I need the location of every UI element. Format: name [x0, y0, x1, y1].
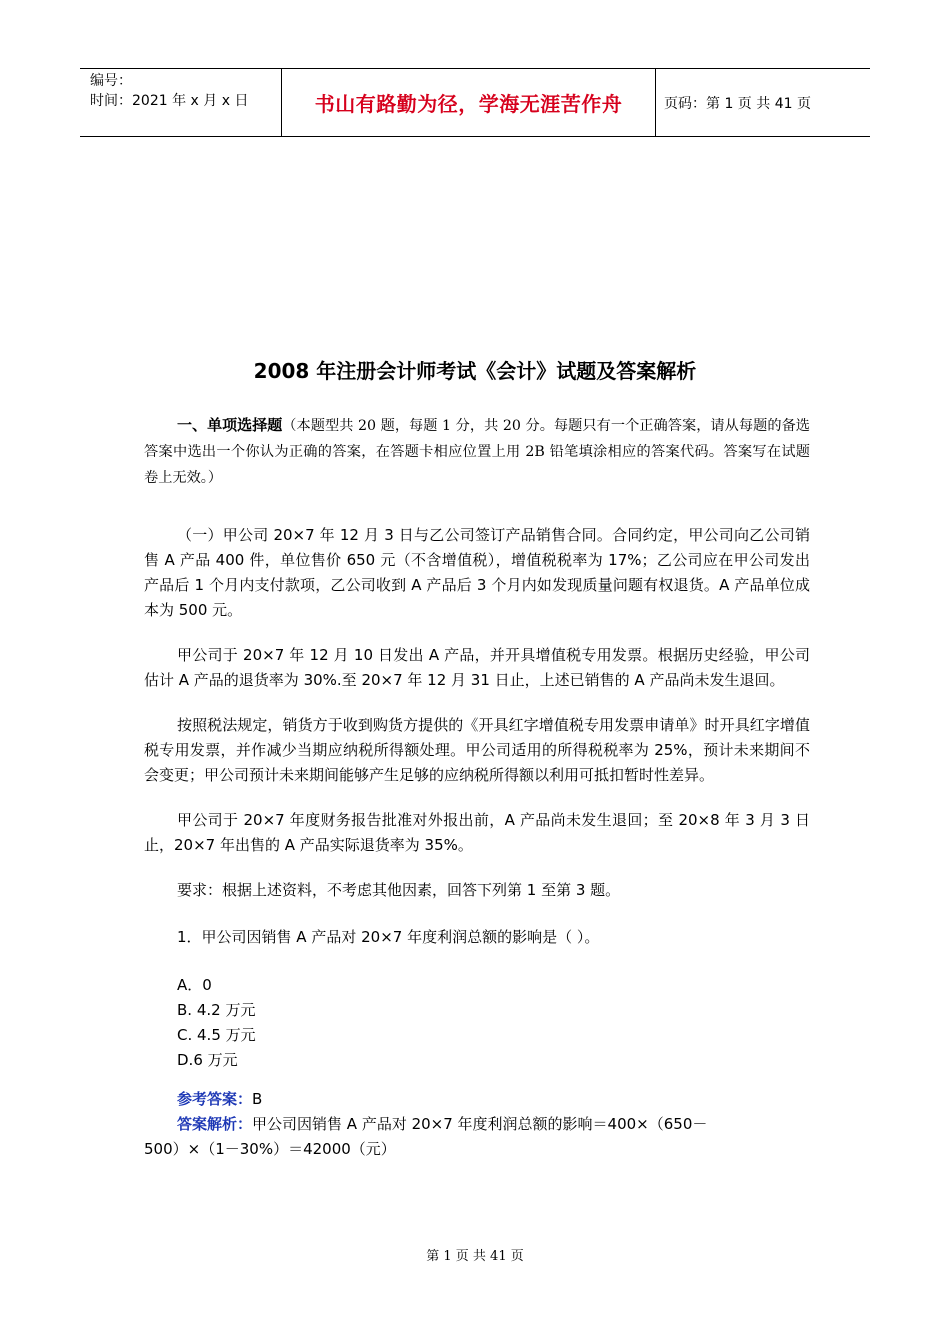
- paragraph-4: 甲公司于 20×7 年度财务报告批准对外报出前，A 产品尚未发生退回；至 20×8 年 3 月 3 日止，20×7 年出售的 A 产品实际退货率为 35%。: [144, 811, 810, 854]
- header-motto-cell: [282, 69, 656, 136]
- section-instructions: （本题型共 20 题，每题 1 分，共 20 分。每题只有一个正确答案，请从每题的备选答案中选出一个你认为正确的答案，在答题卡相应位置上用 2B 铅笔填涂相应的答案代码。答案写在试题卷上无效。）: [144, 418, 810, 486]
- header-meta: [80, 69, 282, 136]
- date-label: 时间：2021 年 x 月 x 日: [90, 93, 249, 109]
- section-intro: [144, 412, 810, 491]
- analysis-line: [144, 1112, 810, 1137]
- option-a: A．0: [177, 976, 212, 994]
- header-page-info: 页码：第 1 页 共 41 页: [664, 95, 811, 112]
- answer-value: B: [252, 1090, 263, 1108]
- section-heading: 一、单项选择题: [177, 416, 283, 434]
- header-motto: 书山有路勤为径，学海无涯苦作舟: [314, 92, 623, 116]
- document-title: 2008 年注册会计师考试《会计》试题及答案解析: [253, 359, 697, 383]
- option-d: D.6 万元: [177, 1051, 238, 1069]
- option-b: B. 4.2 万元: [177, 1001, 256, 1019]
- paragraph-3: 按照税法规定，销货方于收到购货方提供的《开具红字增值税专用发票申请单》时开具红字增值税专用发票，并作减少当期应纳税所得额处理。甲公司适用的所得税税率为 25%，预计未来期间不会变更；甲公司预计未来期间能够产生足够的应纳税所得额以利用可抵扣暂时性差异。: [144, 716, 810, 784]
- analysis-text-1: 甲公司因销售 A 产品对 20×7 年度利润总额的影响＝400×（650－: [252, 1115, 708, 1133]
- analysis-text-2: 500）×（1－30%）＝42000（元）: [144, 1140, 396, 1158]
- header-table: [80, 68, 870, 137]
- analysis-label: 答案解析：: [177, 1115, 253, 1133]
- document-body: [144, 412, 810, 1162]
- paragraph-5: 要求：根据上述资料，不考虑其他因素，回答下列第 1 至第 3 题。: [177, 881, 621, 899]
- option-c: C. 4.5 万元: [177, 1026, 256, 1044]
- number-label: 编号：: [90, 73, 132, 89]
- question-text: 1．甲公司因销售 A 产品对 20×7 年度利润总额的影响是（ ）。: [177, 928, 600, 946]
- paragraph-1: （一）甲公司 20×7 年 12 月 3 日与乙公司签订产品销售合同。合同约定，甲公司向乙公司销售 A 产品 400 件，单位售价 650 元（不含增值税），增值税税率为 17%；乙公司应在甲公司发出产品后 1 个月内支付款项，乙公司收到 A 产品后 3 个月内如发现质量问题有权退货。A 产品单位成本为 500 元。: [144, 526, 810, 619]
- answer-line: [144, 1087, 810, 1112]
- paragraph-2: 甲公司于 20×7 年 12 月 10 日发出 A 产品，并开具增值税专用发票。根据历史经验，甲公司估计 A 产品的退货率为 30%.至 20×7 年 12 月 31 日止，上述已销售的 A 产品尚未发生退回。: [144, 646, 810, 689]
- page-footer: 第 1 页 共 41 页: [426, 1249, 524, 1264]
- answer-label: 参考答案：: [177, 1090, 253, 1108]
